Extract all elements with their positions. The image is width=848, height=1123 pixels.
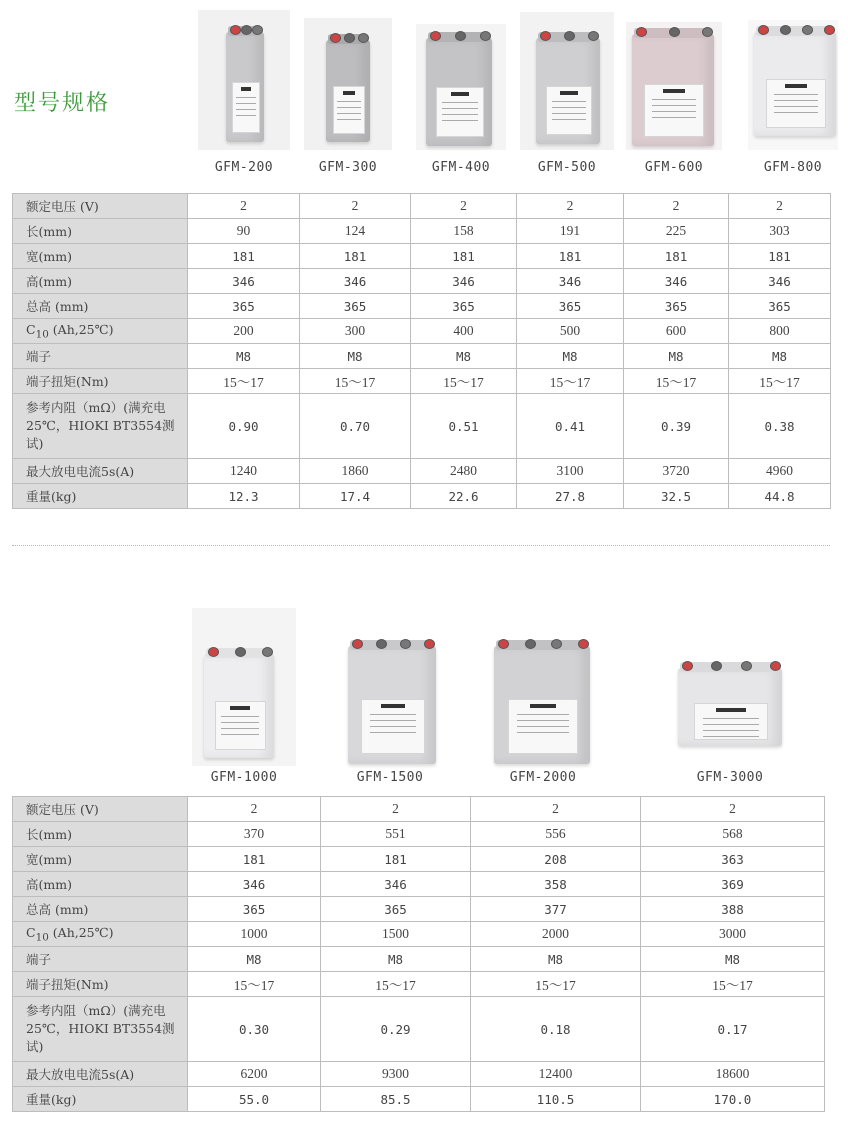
spec-row <box>13 319 831 344</box>
product-model-label: GFM-600 <box>644 160 704 175</box>
spec-cell: 400 <box>411 319 517 344</box>
product-item <box>520 12 614 175</box>
row-header-sub: 10 <box>35 328 49 341</box>
row-header-rest: (Ah,25℃) <box>48 924 114 940</box>
spec-cell: M8 <box>729 344 831 369</box>
spec-cell: 365 <box>188 897 321 922</box>
spec-cell: 0.41 <box>517 394 624 459</box>
spec-cell: 369 <box>641 872 825 897</box>
spec-row <box>13 1087 825 1112</box>
spec-row <box>13 797 825 822</box>
spec-cell: 500 <box>517 319 624 344</box>
spec-cell: 568 <box>641 822 825 847</box>
spec-row <box>13 947 825 972</box>
spec-cell: 181 <box>188 847 321 872</box>
spec-cell: 2480 <box>411 459 517 484</box>
product-model-label: GFM-3000 <box>696 770 764 785</box>
spec-cell: M8 <box>300 344 411 369</box>
spec-row <box>13 194 831 219</box>
battery-image <box>416 24 506 150</box>
spec-row <box>13 244 831 269</box>
spec-cell: 3100 <box>517 459 624 484</box>
spec-cell: 346 <box>729 269 831 294</box>
product-model-label: GFM-400 <box>431 160 491 175</box>
row-header: 长(mm) <box>13 219 188 244</box>
spec-cell: 388 <box>641 897 825 922</box>
spec-cell: M8 <box>188 344 300 369</box>
spec-cell: 0.38 <box>729 394 831 459</box>
spec-row <box>13 822 825 847</box>
spec-cell: 12.3 <box>188 484 300 509</box>
product-item <box>674 650 786 785</box>
spec-cell: 2000 <box>471 922 641 947</box>
spec-cell: 170.0 <box>641 1087 825 1112</box>
spec-cell: 0.29 <box>321 997 471 1062</box>
spec-cell: 15～17 <box>624 369 729 394</box>
product-item <box>198 10 290 175</box>
spec-cell: 2 <box>641 797 825 822</box>
spec-cell: 2 <box>300 194 411 219</box>
spec-cell: 365 <box>729 294 831 319</box>
spec-cell: 346 <box>321 872 471 897</box>
spec-cell: 225 <box>624 219 729 244</box>
product-model-label: GFM-1500 <box>356 770 424 785</box>
spec-cell: 15～17 <box>321 972 471 997</box>
spec-cell: 1860 <box>300 459 411 484</box>
row-header: 参考内阻（mΩ）(满充电25℃，HIOKI BT3554测试) <box>13 394 188 459</box>
spec-cell: 346 <box>188 872 321 897</box>
spec-cell: 363 <box>641 847 825 872</box>
spec-row <box>13 1062 825 1087</box>
spec-cell: 365 <box>411 294 517 319</box>
spec-cell: 181 <box>517 244 624 269</box>
product-item <box>748 20 838 175</box>
row-header <box>13 922 188 947</box>
battery-image <box>192 608 296 766</box>
spec-cell: 556 <box>471 822 641 847</box>
spec-cell: 0.70 <box>300 394 411 459</box>
spec-cell: 346 <box>411 269 517 294</box>
row-header-rest: (Ah,25℃) <box>48 321 114 337</box>
spec-cell: 365 <box>300 294 411 319</box>
spec-cell: 200 <box>188 319 300 344</box>
spec-cell: 2 <box>624 194 729 219</box>
battery-image <box>520 12 614 150</box>
battery-image <box>674 650 786 766</box>
spec-cell: 365 <box>517 294 624 319</box>
row-header: 参考内阻（mΩ）(满充电25℃，HIOKI BT3554测试) <box>13 997 188 1062</box>
spec-cell: 551 <box>321 822 471 847</box>
spec-cell: 0.18 <box>471 997 641 1062</box>
spec-cell: 9300 <box>321 1062 471 1087</box>
spec-cell: 370 <box>188 822 321 847</box>
spec-cell: 0.30 <box>188 997 321 1062</box>
spec-cell: 1240 <box>188 459 300 484</box>
spec-row <box>13 922 825 947</box>
spec-cell: 0.51 <box>411 394 517 459</box>
spec-row <box>13 847 825 872</box>
row-header: 最大放电电流5s(A) <box>13 1062 188 1087</box>
spec-cell: M8 <box>321 947 471 972</box>
product-model-label: GFM-300 <box>318 160 378 175</box>
row-header: 宽(mm) <box>13 847 188 872</box>
spec-cell: 15～17 <box>188 369 300 394</box>
spec-cell: 181 <box>188 244 300 269</box>
spec-cell: 358 <box>471 872 641 897</box>
spec-cell: 377 <box>471 897 641 922</box>
spec-cell: M8 <box>624 344 729 369</box>
spec-cell: 300 <box>300 319 411 344</box>
spec-cell: 15～17 <box>411 369 517 394</box>
spec-cell: 15～17 <box>188 972 321 997</box>
row-header: 重量(kg) <box>13 1087 188 1112</box>
spec-cell: 4960 <box>729 459 831 484</box>
spec-cell: M8 <box>517 344 624 369</box>
section-title: 型号规格 <box>14 91 111 116</box>
spec-cell: 6200 <box>188 1062 321 1087</box>
spec-row <box>13 294 831 319</box>
spec-cell: 800 <box>729 319 831 344</box>
row-header: 重量(kg) <box>13 484 188 509</box>
spec-cell: 15～17 <box>729 369 831 394</box>
spec-cell: 0.90 <box>188 394 300 459</box>
product-item <box>626 22 722 175</box>
spec-cell: 1000 <box>188 922 321 947</box>
spec-cell: 15～17 <box>641 972 825 997</box>
spec-cell: 2 <box>188 194 300 219</box>
spec-cell: 2 <box>517 194 624 219</box>
spec-cell: 44.8 <box>729 484 831 509</box>
battery-image <box>748 20 838 150</box>
spec-cell: 15～17 <box>471 972 641 997</box>
row-header <box>13 319 188 344</box>
product-model-label: GFM-800 <box>763 160 823 175</box>
spec-row <box>13 459 831 484</box>
row-header-main: C <box>26 321 36 337</box>
spec-cell: 3000 <box>641 922 825 947</box>
row-header: 端子 <box>13 344 188 369</box>
spec-cell: 2 <box>321 797 471 822</box>
row-header-sub: 10 <box>35 931 49 944</box>
spec-cell: 110.5 <box>471 1087 641 1112</box>
spec-cell: 0.17 <box>641 997 825 1062</box>
spec-cell: 158 <box>411 219 517 244</box>
spec-cell: 2 <box>729 194 831 219</box>
spec-cell: 2 <box>471 797 641 822</box>
spec-row <box>13 997 825 1062</box>
spec-cell: 1500 <box>321 922 471 947</box>
spec-cell: 85.5 <box>321 1087 471 1112</box>
row-header: 额定电压 (V) <box>13 797 188 822</box>
spec-row <box>13 369 831 394</box>
spec-cell: M8 <box>188 947 321 972</box>
row-header: 总高 (mm) <box>13 897 188 922</box>
product-model-label: GFM-200 <box>214 160 274 175</box>
spec-cell: 365 <box>321 897 471 922</box>
row-header: 端子 <box>13 947 188 972</box>
spec-cell: 191 <box>517 219 624 244</box>
spec-cell: 2 <box>411 194 517 219</box>
spec-row <box>13 344 831 369</box>
spec-cell: 346 <box>517 269 624 294</box>
product-item <box>192 608 296 785</box>
spec-cell: 181 <box>411 244 517 269</box>
spec-cell: 208 <box>471 847 641 872</box>
row-header: 高(mm) <box>13 269 188 294</box>
spec-cell: M8 <box>641 947 825 972</box>
spec-cell: M8 <box>471 947 641 972</box>
spec-row <box>13 872 825 897</box>
spec-cell: 365 <box>624 294 729 319</box>
row-header: 额定电压 (V) <box>13 194 188 219</box>
spec-cell: 32.5 <box>624 484 729 509</box>
spec-cell: 181 <box>624 244 729 269</box>
spec-cell: 124 <box>300 219 411 244</box>
spec-cell: 12400 <box>471 1062 641 1087</box>
product-item <box>330 630 450 785</box>
spec-cell: 15～17 <box>517 369 624 394</box>
row-header: 最大放电电流5s(A) <box>13 459 188 484</box>
row-header: 宽(mm) <box>13 244 188 269</box>
spec-cell: 55.0 <box>188 1087 321 1112</box>
spec-cell: 27.8 <box>517 484 624 509</box>
spec-table-2 <box>12 796 825 1112</box>
battery-image <box>198 10 290 150</box>
spec-cell: 22.6 <box>411 484 517 509</box>
battery-image <box>330 630 450 766</box>
battery-image <box>304 18 392 150</box>
spec-cell: 346 <box>624 269 729 294</box>
spec-cell: 181 <box>729 244 831 269</box>
spec-cell: 365 <box>188 294 300 319</box>
spec-cell: 600 <box>624 319 729 344</box>
spec-cell: 18600 <box>641 1062 825 1087</box>
row-header: 长(mm) <box>13 822 188 847</box>
spec-cell: M8 <box>411 344 517 369</box>
row-header: 高(mm) <box>13 872 188 897</box>
product-item <box>416 24 506 175</box>
spec-cell: 303 <box>729 219 831 244</box>
spec-row <box>13 972 825 997</box>
spec-cell: 17.4 <box>300 484 411 509</box>
spec-row <box>13 219 831 244</box>
row-header: 端子扭矩(Nm) <box>13 972 188 997</box>
spec-cell: 0.39 <box>624 394 729 459</box>
section-divider <box>12 545 830 546</box>
spec-cell: 181 <box>321 847 471 872</box>
spec-table-1 <box>12 193 831 509</box>
spec-cell: 2 <box>188 797 321 822</box>
spec-cell: 346 <box>188 269 300 294</box>
product-model-label: GFM-500 <box>537 160 597 175</box>
spec-cell: 346 <box>300 269 411 294</box>
product-model-label: GFM-2000 <box>509 770 577 785</box>
product-item <box>480 630 606 785</box>
row-header-main: C <box>26 924 36 940</box>
spec-cell: 90 <box>188 219 300 244</box>
spec-row <box>13 484 831 509</box>
spec-cell: 3720 <box>624 459 729 484</box>
spec-row <box>13 394 831 459</box>
spec-cell: 15～17 <box>300 369 411 394</box>
spec-cell: 181 <box>300 244 411 269</box>
battery-image <box>626 22 722 150</box>
row-header: 端子扭矩(Nm) <box>13 369 188 394</box>
battery-image <box>480 630 606 766</box>
row-header: 总高 (mm) <box>13 294 188 319</box>
spec-row <box>13 897 825 922</box>
product-item <box>304 18 392 175</box>
spec-row <box>13 269 831 294</box>
product-model-label: GFM-1000 <box>210 770 278 785</box>
